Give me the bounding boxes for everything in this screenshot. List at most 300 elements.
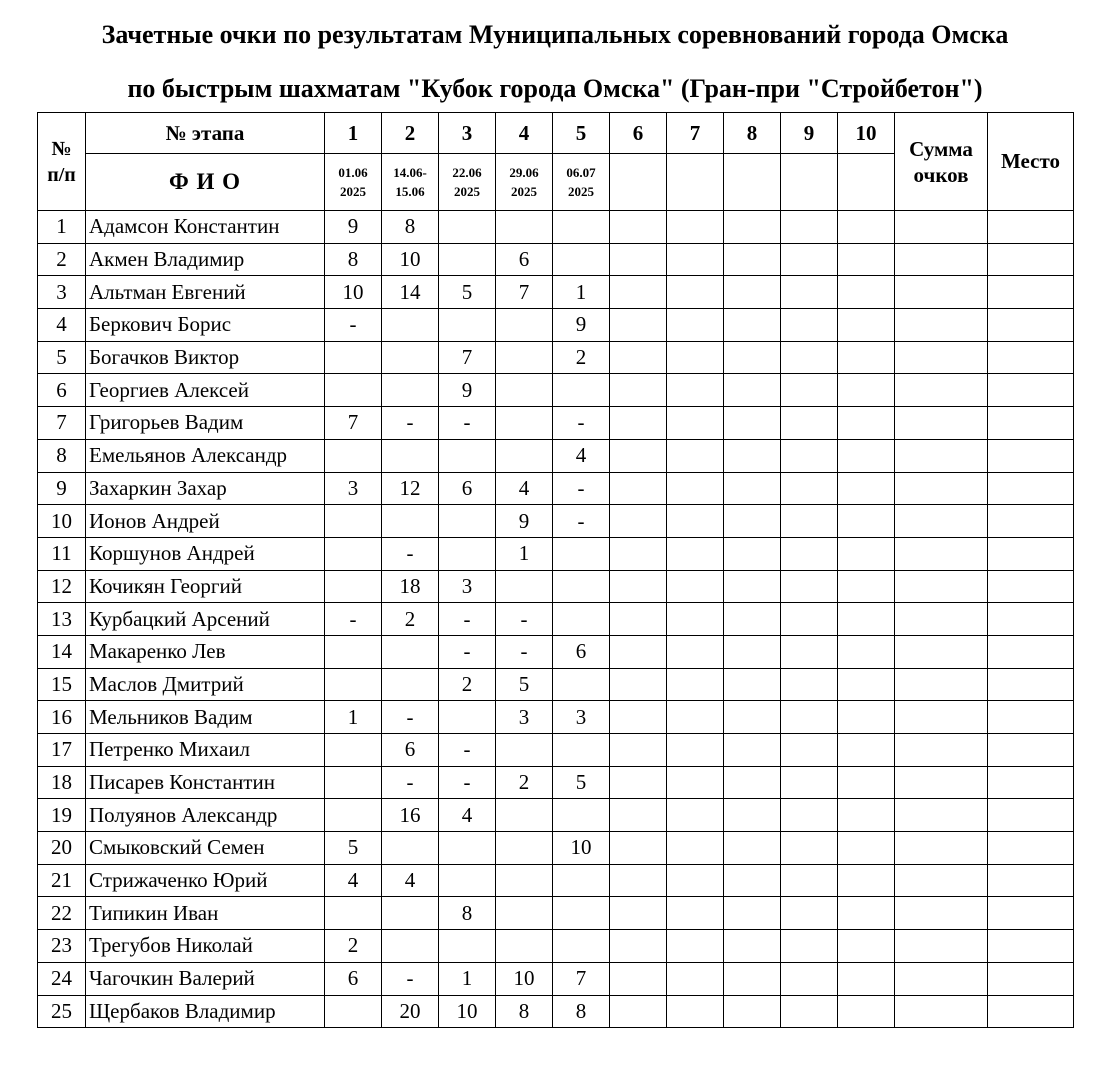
row-number: 19 [38,799,86,832]
results-table [37,112,1074,1028]
row-number: 22 [38,897,86,930]
row-number: 25 [38,995,86,1028]
stage-3-points: 9 [439,374,496,407]
stage-4-points: 5 [496,668,553,701]
stage-4-points [496,407,553,440]
stage-3-points: 5 [439,276,496,309]
table-row [38,603,1074,636]
stage-2-points: 2 [382,603,439,636]
stage-1-points [325,341,382,374]
stage-6-points [610,832,667,865]
stage-3-points: - [439,766,496,799]
place-cell [988,505,1074,538]
header-stage-2: 2 [382,113,439,154]
table-row [38,668,1074,701]
row-number: 3 [38,276,86,309]
header-date-4: 29.06 2025 [496,154,553,211]
row-number: 6 [38,374,86,407]
row-number: 17 [38,734,86,767]
stage-3-points: - [439,635,496,668]
stage-10-points [838,635,895,668]
place-cell [988,995,1074,1028]
stage-2-points: 10 [382,243,439,276]
stage-8-points [724,374,781,407]
row-number: 14 [38,635,86,668]
stage-3-points: 2 [439,668,496,701]
header-date-7 [667,154,724,211]
stage-8-points [724,799,781,832]
stage-8-points [724,570,781,603]
stage-5-points: 8 [553,995,610,1028]
stage-8-points [724,734,781,767]
participant-name: Маслов Дмитрий [86,668,325,701]
stage-7-points [667,734,724,767]
points-sum-cell [895,537,988,570]
stage-7-points [667,897,724,930]
header-stage-label: № этапа [86,113,325,154]
stage-3-points: 3 [439,570,496,603]
stage-9-points [781,211,838,244]
stage-1-points [325,439,382,472]
table-row [38,439,1074,472]
place-cell [988,832,1074,865]
place-cell [988,341,1074,374]
header-stage-10: 10 [838,113,895,154]
stage-7-points [667,930,724,963]
stage-5-points [553,799,610,832]
stage-5-points [553,668,610,701]
stage-4-points: 8 [496,995,553,1028]
stage-9-points [781,407,838,440]
stage-1-points [325,995,382,1028]
stage-8-points [724,309,781,342]
points-sum-cell [895,799,988,832]
points-sum-cell [895,962,988,995]
stage-7-points [667,864,724,897]
stage-9-points [781,701,838,734]
stage-9-points [781,668,838,701]
stage-3-points [439,309,496,342]
participant-name: Курбацкий Арсений [86,603,325,636]
row-number: 20 [38,832,86,865]
points-sum-cell [895,864,988,897]
stage-6-points [610,505,667,538]
row-number: 15 [38,668,86,701]
stage-9-points [781,864,838,897]
stage-5-points: 1 [553,276,610,309]
row-number: 11 [38,537,86,570]
participant-name: Типикин Иван [86,897,325,930]
stage-6-points [610,766,667,799]
stage-6-points [610,472,667,505]
table-row [38,799,1074,832]
stage-8-points [724,701,781,734]
stage-2-points [382,439,439,472]
points-sum-cell [895,734,988,767]
place-cell [988,766,1074,799]
row-number: 18 [38,766,86,799]
stage-10-points [838,734,895,767]
stage-9-points [781,505,838,538]
stage-10-points [838,211,895,244]
stage-4-points [496,734,553,767]
row-number: 2 [38,243,86,276]
stage-5-points [553,570,610,603]
place-cell [988,374,1074,407]
table-row [38,864,1074,897]
stage-3-points: - [439,407,496,440]
stage-8-points [724,897,781,930]
stage-3-points [439,832,496,865]
header-stage-5: 5 [553,113,610,154]
points-sum-cell [895,407,988,440]
stage-10-points [838,799,895,832]
stage-2-points: 6 [382,734,439,767]
points-sum-cell [895,505,988,538]
stage-4-points: 4 [496,472,553,505]
participant-name: Чагочкин Валерий [86,962,325,995]
header-stage-7: 7 [667,113,724,154]
participant-name: Георгиев Алексей [86,374,325,407]
row-number: 4 [38,309,86,342]
stage-9-points [781,570,838,603]
table-row [38,537,1074,570]
row-number: 21 [38,864,86,897]
table-row [38,211,1074,244]
stage-2-points [382,505,439,538]
row-number: 24 [38,962,86,995]
stage-7-points [667,668,724,701]
stage-4-points: - [496,603,553,636]
stage-2-points: - [382,962,439,995]
points-sum-cell [895,995,988,1028]
stage-4-points: 6 [496,243,553,276]
table-row [38,341,1074,374]
table-row [38,734,1074,767]
participant-name: Емельянов Александр [86,439,325,472]
stage-9-points [781,995,838,1028]
stage-9-points [781,766,838,799]
stage-10-points [838,309,895,342]
points-sum-cell [895,668,988,701]
table-row [38,505,1074,538]
stage-6-points [610,734,667,767]
stage-5-points [553,374,610,407]
participant-name: Коршунов Андрей [86,537,325,570]
header-date-5: 06.07 2025 [553,154,610,211]
place-cell [988,603,1074,636]
header-row-number: № п/п [38,113,86,211]
place-cell [988,309,1074,342]
stage-6-points [610,243,667,276]
stage-4-points [496,799,553,832]
stage-3-points: 8 [439,897,496,930]
stage-8-points [724,995,781,1028]
header-date-2: 14.06- 15.06 [382,154,439,211]
stage-10-points [838,995,895,1028]
place-cell [988,701,1074,734]
stage-5-points: 6 [553,635,610,668]
stage-7-points [667,472,724,505]
stage-4-points [496,930,553,963]
place-cell [988,668,1074,701]
stage-10-points [838,668,895,701]
stage-3-points [439,701,496,734]
stage-8-points [724,766,781,799]
stage-2-points [382,309,439,342]
stage-6-points [610,407,667,440]
stage-10-points [838,701,895,734]
participant-name: Захаркин Захар [86,472,325,505]
stage-10-points [838,439,895,472]
place-cell [988,734,1074,767]
stage-2-points: 18 [382,570,439,603]
stage-6-points [610,276,667,309]
stage-1-points [325,734,382,767]
stage-2-points [382,341,439,374]
place-cell [988,635,1074,668]
table-row [38,995,1074,1028]
stage-2-points: 20 [382,995,439,1028]
stage-7-points [667,701,724,734]
stage-7-points [667,505,724,538]
stage-1-points: 9 [325,211,382,244]
stage-10-points [838,407,895,440]
stage-4-points: 7 [496,276,553,309]
points-sum-cell [895,930,988,963]
stage-1-points: - [325,309,382,342]
participant-name: Григорьев Вадим [86,407,325,440]
stage-5-points: 7 [553,962,610,995]
stage-5-points [553,897,610,930]
row-number: 1 [38,211,86,244]
stage-5-points: 2 [553,341,610,374]
stage-2-points [382,668,439,701]
stage-8-points [724,341,781,374]
stage-5-points: - [553,505,610,538]
stage-5-points [553,537,610,570]
stage-7-points [667,407,724,440]
stage-10-points [838,897,895,930]
place-cell [988,897,1074,930]
stage-7-points [667,537,724,570]
stage-1-points: 2 [325,930,382,963]
stage-9-points [781,374,838,407]
stage-10-points [838,930,895,963]
stage-6-points [610,995,667,1028]
header-stage-9: 9 [781,113,838,154]
stage-1-points: 7 [325,407,382,440]
stage-6-points [610,864,667,897]
stage-5-points [553,243,610,276]
stage-8-points [724,668,781,701]
stage-10-points [838,864,895,897]
stage-7-points [667,603,724,636]
row-number: 5 [38,341,86,374]
stage-3-points [439,537,496,570]
place-cell [988,243,1074,276]
table-row [38,374,1074,407]
header-stage-1: 1 [325,113,382,154]
points-sum-cell [895,832,988,865]
stage-9-points [781,243,838,276]
stage-9-points [781,897,838,930]
stage-8-points [724,635,781,668]
stage-7-points [667,243,724,276]
results-body [38,211,1074,1028]
stage-7-points [667,635,724,668]
stage-3-points: - [439,734,496,767]
header-stage-3: 3 [439,113,496,154]
header-stage-8: 8 [724,113,781,154]
header-stage-4: 4 [496,113,553,154]
participant-name: Смыковский Семен [86,832,325,865]
header-stage-6: 6 [610,113,667,154]
stage-7-points [667,962,724,995]
stage-4-points: 1 [496,537,553,570]
stage-7-points [667,570,724,603]
table-row [38,407,1074,440]
stage-4-points [496,897,553,930]
table-row [38,930,1074,963]
stage-6-points [610,570,667,603]
stage-10-points [838,243,895,276]
stage-1-points: 4 [325,864,382,897]
stage-9-points [781,537,838,570]
stage-6-points [610,799,667,832]
stage-2-points [382,635,439,668]
stage-6-points [610,962,667,995]
stage-1-points: - [325,603,382,636]
stage-5-points: 3 [553,701,610,734]
stage-9-points [781,276,838,309]
stage-10-points [838,472,895,505]
stage-4-points [496,832,553,865]
stage-10-points [838,962,895,995]
stage-2-points: 14 [382,276,439,309]
table-row [38,766,1074,799]
stage-3-points: 7 [439,341,496,374]
stage-9-points [781,635,838,668]
row-number: 13 [38,603,86,636]
stage-4-points: 10 [496,962,553,995]
stage-8-points [724,505,781,538]
stage-6-points [610,668,667,701]
row-number: 9 [38,472,86,505]
participant-name: Стрижаченко Юрий [86,864,325,897]
stage-7-points [667,439,724,472]
stage-3-points: 1 [439,962,496,995]
stage-10-points [838,374,895,407]
stage-2-points: 4 [382,864,439,897]
header-date-1: 01.06 2025 [325,154,382,211]
place-cell [988,570,1074,603]
stage-4-points [496,309,553,342]
stage-2-points [382,374,439,407]
stage-6-points [610,930,667,963]
stage-8-points [724,864,781,897]
stage-3-points [439,505,496,538]
stage-2-points [382,897,439,930]
stage-5-points [553,211,610,244]
stage-10-points [838,505,895,538]
table-row [38,962,1074,995]
row-number: 16 [38,701,86,734]
stage-4-points: 9 [496,505,553,538]
stage-3-points [439,243,496,276]
stage-9-points [781,341,838,374]
stage-6-points [610,701,667,734]
stage-4-points [496,341,553,374]
stage-6-points [610,537,667,570]
stage-1-points [325,570,382,603]
stage-10-points [838,570,895,603]
stage-5-points: 4 [553,439,610,472]
stage-2-points: - [382,766,439,799]
stage-7-points [667,374,724,407]
stage-9-points [781,309,838,342]
participant-name: Мельников Вадим [86,701,325,734]
participant-name: Полуянов Александр [86,799,325,832]
header-fio: Ф И О [86,154,325,211]
stage-9-points [781,799,838,832]
stage-4-points [496,211,553,244]
stage-7-points [667,276,724,309]
stage-7-points [667,995,724,1028]
stage-8-points [724,962,781,995]
stage-1-points: 5 [325,832,382,865]
stage-8-points [724,832,781,865]
stage-1-points [325,635,382,668]
stage-1-points [325,799,382,832]
participant-name: Беркович Борис [86,309,325,342]
place-cell [988,537,1074,570]
stage-7-points [667,211,724,244]
header-date-10 [838,154,895,211]
table-row [38,570,1074,603]
stage-2-points: 8 [382,211,439,244]
stage-7-points [667,341,724,374]
stage-10-points [838,537,895,570]
stage-6-points [610,341,667,374]
table-row [38,635,1074,668]
header-date-8 [724,154,781,211]
stage-8-points [724,407,781,440]
stage-9-points [781,603,838,636]
stage-2-points [382,930,439,963]
row-number: 8 [38,439,86,472]
stage-8-points [724,211,781,244]
stage-4-points: - [496,635,553,668]
header-date-6 [610,154,667,211]
stage-4-points [496,864,553,897]
stage-9-points [781,832,838,865]
stage-3-points: 4 [439,799,496,832]
place-cell [988,407,1074,440]
stage-5-points [553,603,610,636]
participant-name: Альтман Евгений [86,276,325,309]
place-cell [988,864,1074,897]
stage-4-points [496,374,553,407]
stage-3-points: 10 [439,995,496,1028]
stage-9-points [781,930,838,963]
table-row [38,701,1074,734]
stage-3-points: - [439,603,496,636]
stage-5-points [553,930,610,963]
stage-8-points [724,276,781,309]
stage-5-points: 9 [553,309,610,342]
place-cell [988,472,1074,505]
